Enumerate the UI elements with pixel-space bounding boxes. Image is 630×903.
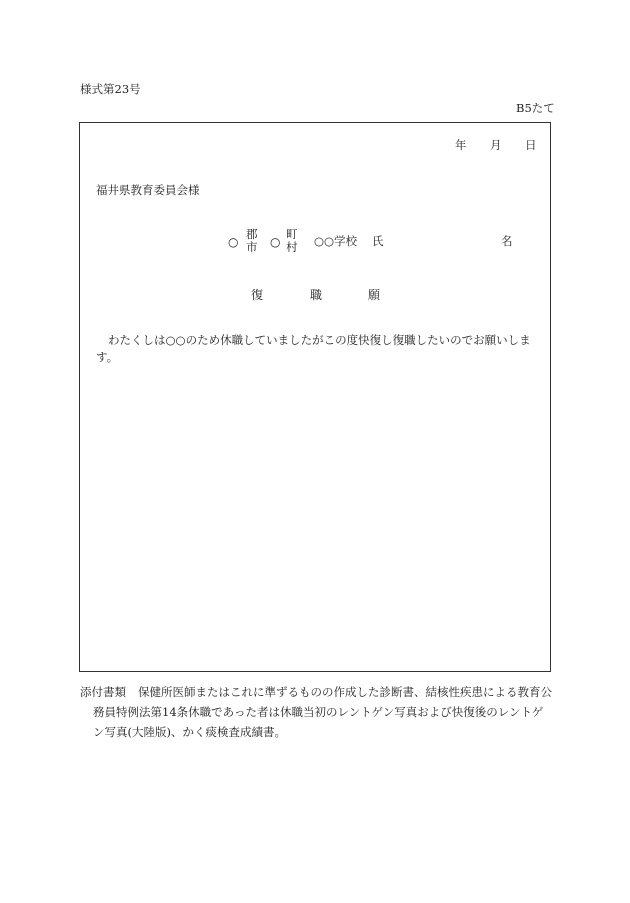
mura-label: 村 [286, 240, 298, 255]
machi-label: 町 [286, 227, 298, 241]
machi-mura-stack [286, 228, 298, 254]
name-label-second: 名 [501, 234, 513, 248]
name-label-first: 氏 [372, 234, 384, 248]
title-char: 願 [368, 288, 381, 302]
date-month-label: 月 [490, 138, 502, 152]
addressee: 福井県教育委員会様 [96, 183, 200, 197]
shi-label: 市 [246, 240, 258, 255]
attachments-label: 添付書類 [80, 685, 126, 699]
paper-size-note: B5たて [516, 101, 555, 115]
title-char: 職 [310, 288, 323, 302]
title-char: 復 [251, 288, 264, 302]
school-name: ○○学校 [314, 234, 358, 248]
placeholder-circle: ○ [270, 235, 281, 249]
attachments-line: 務員特例法第14条休職であった者は休職当初のレントゲン写真および快復後のレントゲ [93, 704, 544, 719]
date-year-label: 年 [455, 138, 467, 152]
gun-shi-stack [246, 228, 258, 254]
attachments-note [80, 683, 552, 742]
gun-label: 郡 [246, 227, 258, 241]
request-body: わたくしは○○のため休職していましたがこの度快復し復職したいのでお願いします。 [96, 333, 531, 364]
placeholder-circle: ○ [228, 235, 239, 249]
attachments-line: ン写真(大陸版)、かく痰検査成績書。 [93, 724, 286, 739]
form-frame [79, 122, 551, 672]
form-number: 様式第23号 [80, 82, 141, 96]
date-day-label: 日 [525, 138, 537, 152]
attachments-line: 保健所医師またはこれに準ずるものの作成した診断書、結核性疾患による教育公 [138, 685, 552, 699]
